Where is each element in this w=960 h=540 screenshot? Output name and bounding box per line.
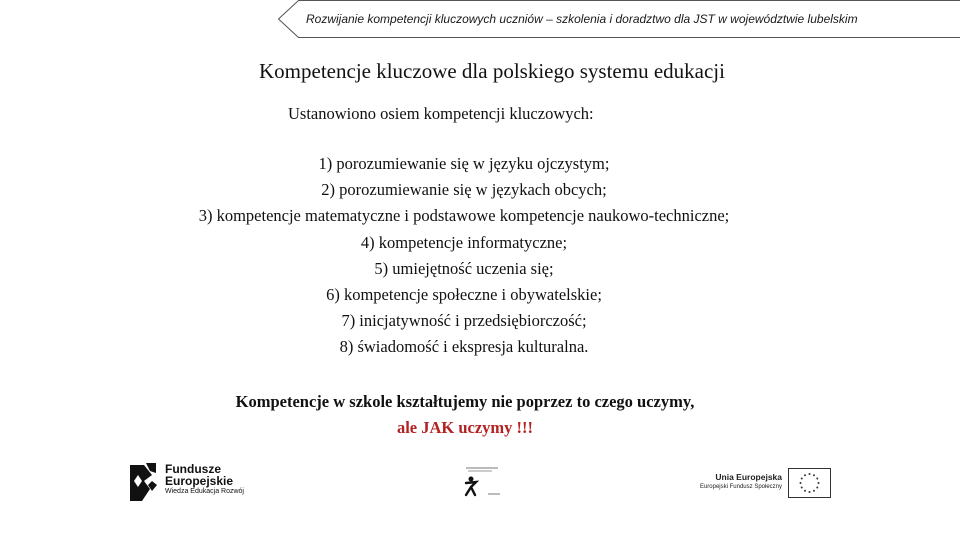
list-item: 7) inicjatywność i przedsiębiorczość;	[341, 311, 587, 331]
eu-star	[813, 474, 815, 476]
eu-star	[813, 490, 815, 492]
banner-text: Rozwijanie kompetencji kluczowych uczniów – szkolenia i doradztwo dla JST w województwie lubelskim	[306, 12, 858, 26]
list-item: 8) świadomość i ekspresja kulturalna.	[339, 337, 589, 357]
eu-star	[804, 490, 806, 492]
competency-list	[0, 151, 928, 361]
intro-text: Ustanowiono osiem kompetencji kluczowych:	[288, 104, 594, 123]
eu-star	[809, 473, 811, 475]
fundusze-europejskie-logo	[128, 461, 268, 505]
fe-logo-line-1: Fundusze	[165, 462, 221, 476]
list-item: 4) kompetencje informatyczne;	[360, 232, 568, 252]
list-item: 5) umiejętność uczenia się;	[374, 258, 554, 278]
header-banner	[278, 0, 960, 38]
partner-logo	[462, 465, 506, 499]
eu-stars-icon	[789, 469, 830, 497]
eu-star	[818, 482, 820, 484]
eu-star	[816, 478, 818, 480]
eu-star	[809, 491, 811, 493]
partner-figure-icon	[462, 465, 506, 499]
eu-logo-line-2: Europejski Fundusz Społeczny	[699, 484, 782, 490]
fe-logo-line-3: Wiedza Edukacja Rozwój	[165, 488, 244, 495]
eu-star	[801, 487, 803, 489]
eu-logo	[688, 468, 833, 500]
eu-flag-icon	[788, 468, 831, 498]
eu-star	[816, 487, 818, 489]
statement-line-2: ale JAK uczymy !!!	[396, 418, 534, 437]
statement-line-1: Kompetencje w szkole kształtujemy nie poprzez to czego uczymy,	[235, 392, 695, 411]
list-item: 3) kompetencje matematyczne i podstawowe kompetencje naukowo-techniczne;	[198, 206, 730, 226]
list-item: 1) porozumiewanie się w języku ojczystym;	[318, 154, 610, 173]
eu-star	[800, 482, 802, 484]
fe-star-icon	[128, 461, 158, 505]
list-item: 6) kompetencje społeczne i obywatelskie;	[326, 285, 602, 305]
eu-star	[801, 478, 803, 480]
slide-title: Kompetencje kluczowe dla polskiego systemu edukacji	[259, 59, 725, 83]
key-statement	[0, 389, 930, 441]
list-item: 2) porozumiewanie się w językach obcych;	[321, 180, 607, 200]
eu-star	[804, 474, 806, 476]
eu-logo-line-1: Unia Europejska	[715, 472, 782, 482]
fe-logo-line-2: Europejskie	[165, 474, 234, 488]
